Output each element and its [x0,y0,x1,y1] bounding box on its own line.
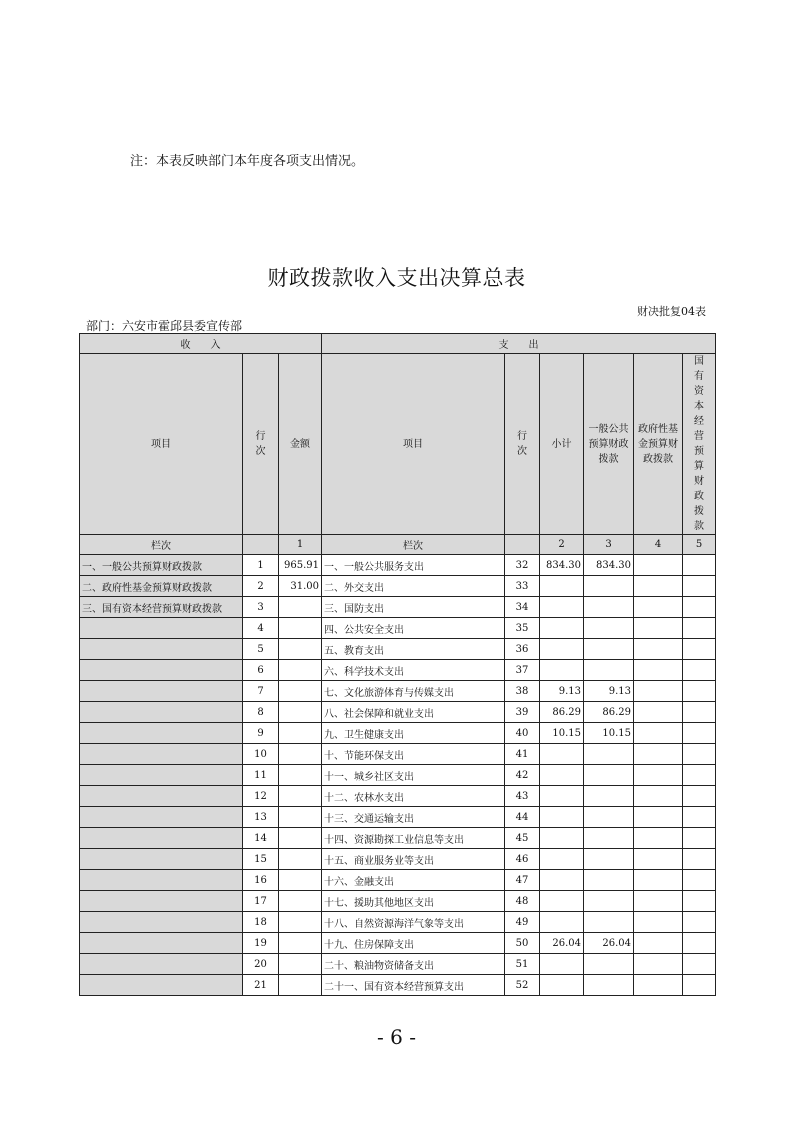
income-item-cell [80,702,243,723]
subtotal-cell [540,891,584,912]
state-capital-cell [683,975,716,996]
income-amount-cell [279,723,322,744]
expense-line-no-cell: 45 [505,828,540,849]
income-item-cell: 一、一般公共预算财政拨款 [80,555,243,576]
income-amount-cell [279,933,322,954]
income-amount-cell: 965.91 [279,555,322,576]
general-budget-header: 一般公共预算财政拨款 [584,354,634,535]
general-budget-cell [584,618,634,639]
fund-budget-cell [634,828,683,849]
state-capital-cell [683,744,716,765]
expense-line-no-cell: 42 [505,765,540,786]
income-item-cell [80,975,243,996]
expense-section-header: 支 出 [322,334,716,354]
table-row [80,597,716,618]
income-amount-cell [279,828,322,849]
income-item-cell: 三、国有资本经营预算财政拨款 [80,597,243,618]
expense-item-cell: 十二、农林水支出 [322,786,505,807]
income-amount-cell [279,681,322,702]
expense-item-header: 项目 [322,354,505,535]
table-row [80,975,716,996]
state-capital-cell [683,597,716,618]
general-budget-cell: 26.04 [584,933,634,954]
table-row [80,555,716,576]
table-row [80,912,716,933]
general-budget-cell [584,639,634,660]
page-number: - 6 - [377,1025,416,1049]
income-line-no-cell: 1 [243,555,279,576]
income-item-cell [80,933,243,954]
state-capital-cell [683,933,716,954]
table-row [80,807,716,828]
table-row [80,891,716,912]
income-item-header: 项目 [80,354,243,535]
income-item-cell [80,954,243,975]
fund-budget-cell [634,954,683,975]
state-capital-cell [683,702,716,723]
general-budget-cell: 834.30 [584,555,634,576]
income-item-cell [80,744,243,765]
lanci-col-1: 1 [279,535,322,555]
general-budget-cell [584,870,634,891]
subtotal-cell [540,576,584,597]
table-row [80,702,716,723]
income-line-no-header: 行次 [243,354,279,535]
expense-item-cell: 八、社会保障和就业支出 [322,702,505,723]
expense-line-no-cell: 50 [505,933,540,954]
income-line-no-cell: 4 [243,618,279,639]
expense-item-cell: 十四、资源勘探工业信息等支出 [322,828,505,849]
income-item-cell [80,660,243,681]
budget-table [79,333,716,996]
subtotal-cell [540,639,584,660]
income-amount-cell [279,639,322,660]
expense-line-no-cell: 52 [505,975,540,996]
subtotal-cell [540,786,584,807]
lanci-label-right: 栏次 [322,535,505,555]
income-amount-cell [279,954,322,975]
expense-line-no-cell: 32 [505,555,540,576]
expense-line-no-cell: 36 [505,639,540,660]
income-amount-cell [279,744,322,765]
lanci-col-4: 4 [634,535,683,555]
income-amount-cell: 31.00 [279,576,322,597]
fund-budget-cell [634,618,683,639]
fund-budget-cell [634,891,683,912]
expense-item-cell: 五、教育支出 [322,639,505,660]
expense-item-cell: 七、文化旅游体育与传媒支出 [322,681,505,702]
expense-item-cell: 二十、粮油物资储备支出 [322,954,505,975]
fund-budget-cell [634,975,683,996]
table-row [80,744,716,765]
income-line-no-cell: 16 [243,870,279,891]
fund-budget-cell [634,912,683,933]
general-budget-cell [584,891,634,912]
general-budget-cell: 86.29 [584,702,634,723]
expense-line-no-header: 行次 [505,354,540,535]
expense-line-no-cell: 47 [505,870,540,891]
income-line-no-cell: 2 [243,576,279,597]
state-capital-cell [683,786,716,807]
state-capital-header: 国有资本经营预算财政拨款 [683,354,716,535]
subtotal-cell [540,849,584,870]
income-line-no-cell: 8 [243,702,279,723]
table-row [80,786,716,807]
expense-line-no-cell: 44 [505,807,540,828]
income-item-cell [80,828,243,849]
general-budget-cell [584,849,634,870]
fund-budget-cell [634,639,683,660]
state-capital-cell [683,870,716,891]
state-capital-cell [683,723,716,744]
state-capital-cell [683,828,716,849]
income-line-no-cell: 7 [243,681,279,702]
general-budget-cell [584,828,634,849]
state-capital-cell [683,765,716,786]
income-amount-cell [279,807,322,828]
state-capital-cell [683,639,716,660]
lanci-blank [243,535,279,555]
state-capital-cell [683,849,716,870]
income-item-cell [80,765,243,786]
income-line-no-cell: 15 [243,849,279,870]
fund-budget-cell [634,744,683,765]
subtotal-cell: 9.13 [540,681,584,702]
section-header-row [80,334,716,354]
expense-item-cell: 一、一般公共服务支出 [322,555,505,576]
expense-line-no-cell: 41 [505,744,540,765]
income-item-cell [80,807,243,828]
fund-budget-cell [634,786,683,807]
expense-item-cell: 十八、自然资源海洋气象等支出 [322,912,505,933]
income-line-no-cell: 10 [243,744,279,765]
income-line-no-cell: 5 [243,639,279,660]
general-budget-cell [584,807,634,828]
expense-item-cell: 二、外交支出 [322,576,505,597]
expense-line-no-cell: 39 [505,702,540,723]
column-header-row [80,354,716,535]
fund-budget-cell [634,870,683,891]
expense-line-no-cell: 49 [505,912,540,933]
expense-item-cell: 二十一、国有资本经营预算支出 [322,975,505,996]
fund-budget-cell [634,849,683,870]
general-budget-cell [584,660,634,681]
income-amount-cell [279,618,322,639]
income-line-no-cell: 17 [243,891,279,912]
state-capital-cell [683,576,716,597]
income-amount-cell [279,765,322,786]
income-amount-cell [279,786,322,807]
expense-item-cell: 十三、交通运输支出 [322,807,505,828]
subtotal-cell [540,828,584,849]
expense-line-no-cell: 48 [505,891,540,912]
expense-item-cell: 十一、城乡社区支出 [322,765,505,786]
fund-budget-cell [634,660,683,681]
income-line-no-cell: 13 [243,807,279,828]
fund-budget-cell [634,765,683,786]
income-amount-header: 金额 [279,354,322,535]
subtotal-cell [540,912,584,933]
income-line-no-cell: 19 [243,933,279,954]
subtotal-cell [540,765,584,786]
state-capital-cell [683,891,716,912]
general-budget-cell [584,744,634,765]
lanci-row [80,535,716,555]
table-row [80,933,716,954]
state-capital-cell [683,807,716,828]
income-amount-cell [279,975,322,996]
table-row [80,765,716,786]
income-amount-cell [279,660,322,681]
subtotal-cell: 10.15 [540,723,584,744]
income-amount-cell [279,912,322,933]
table-row [80,828,716,849]
expense-line-no-cell: 40 [505,723,540,744]
income-item-cell [80,723,243,744]
income-line-no-cell: 3 [243,597,279,618]
page-title: 财政拨款收入支出决算总表 [267,266,526,290]
subtotal-cell [540,954,584,975]
income-line-no-cell: 12 [243,786,279,807]
table-row [80,576,716,597]
fund-budget-cell [634,807,683,828]
income-line-no-cell: 21 [243,975,279,996]
income-item-cell [80,681,243,702]
subtotal-cell [540,870,584,891]
expense-item-cell: 十五、商业服务业等支出 [322,849,505,870]
fund-budget-cell [634,555,683,576]
income-line-no-cell: 11 [243,765,279,786]
expense-item-cell: 十六、金融支出 [322,870,505,891]
expense-line-no-cell: 35 [505,618,540,639]
subtotal-cell [540,597,584,618]
expense-item-cell: 九、卫生健康支出 [322,723,505,744]
expense-item-cell: 十、节能环保支出 [322,744,505,765]
income-item-cell [80,618,243,639]
lanci-blank-2 [505,535,540,555]
fund-budget-cell [634,597,683,618]
income-line-no-cell: 6 [243,660,279,681]
table-row [80,639,716,660]
state-capital-cell [683,660,716,681]
income-amount-cell [279,891,322,912]
subtotal-header: 小计 [540,354,584,535]
income-item-cell [80,786,243,807]
table-row [80,660,716,681]
income-section-header: 收 入 [80,334,322,354]
income-line-no-cell: 20 [243,954,279,975]
subtotal-cell [540,807,584,828]
table-row [80,723,716,744]
expense-line-no-cell: 38 [505,681,540,702]
expense-line-no-cell: 34 [505,597,540,618]
state-capital-cell [683,618,716,639]
income-amount-cell [279,702,322,723]
fund-budget-cell [634,681,683,702]
expense-line-no-cell: 37 [505,660,540,681]
table-row [80,954,716,975]
expense-item-cell: 四、公共安全支出 [322,618,505,639]
income-amount-cell [279,849,322,870]
general-budget-cell [584,975,634,996]
subtotal-cell: 86.29 [540,702,584,723]
expense-line-no-cell: 51 [505,954,540,975]
income-item-cell [80,912,243,933]
table-note: 注：本表反映部门本年度各项支出情况。 [130,154,365,169]
state-capital-cell [683,954,716,975]
subtotal-cell: 26.04 [540,933,584,954]
expense-item-cell: 三、国防支出 [322,597,505,618]
expense-line-no-cell: 46 [505,849,540,870]
income-amount-cell [279,597,322,618]
fund-budget-cell [634,702,683,723]
general-budget-cell: 9.13 [584,681,634,702]
subtotal-cell [540,744,584,765]
general-budget-cell [584,597,634,618]
table-row [80,681,716,702]
expense-line-no-cell: 43 [505,786,540,807]
lanci-label-left: 栏次 [80,535,243,555]
fund-budget-cell [634,933,683,954]
subtotal-cell [540,975,584,996]
lanci-col-3: 3 [584,535,634,555]
subtotal-cell [540,618,584,639]
income-item-cell [80,891,243,912]
income-line-no-cell: 9 [243,723,279,744]
income-line-no-cell: 18 [243,912,279,933]
income-line-no-cell: 14 [243,828,279,849]
state-capital-cell [683,681,716,702]
general-budget-cell [584,954,634,975]
general-budget-cell [584,765,634,786]
lanci-col-2: 2 [540,535,584,555]
subtotal-cell: 834.30 [540,555,584,576]
department-label: 部门：六安市霍邱县委宣传部 [86,319,243,333]
expense-item-cell: 六、科学技术支出 [322,660,505,681]
lanci-col-5: 5 [683,535,716,555]
expense-item-cell: 十九、住房保障支出 [322,933,505,954]
table-row [80,618,716,639]
fund-budget-cell [634,723,683,744]
income-item-cell [80,639,243,660]
subtotal-cell [540,660,584,681]
general-budget-cell [584,786,634,807]
table-row [80,870,716,891]
fund-budget-cell [634,576,683,597]
table-code: 财决批复04表 [637,305,706,318]
income-amount-cell [279,870,322,891]
general-budget-cell [584,912,634,933]
state-capital-cell [683,912,716,933]
state-capital-cell [683,555,716,576]
expense-line-no-cell: 33 [505,576,540,597]
income-item-cell [80,849,243,870]
fund-budget-header: 政府性基金预算财政拨款 [634,354,683,535]
expense-item-cell: 十七、援助其他地区支出 [322,891,505,912]
general-budget-cell: 10.15 [584,723,634,744]
income-item-cell [80,870,243,891]
table-row [80,849,716,870]
general-budget-cell [584,576,634,597]
income-item-cell: 二、政府性基金预算财政拨款 [80,576,243,597]
